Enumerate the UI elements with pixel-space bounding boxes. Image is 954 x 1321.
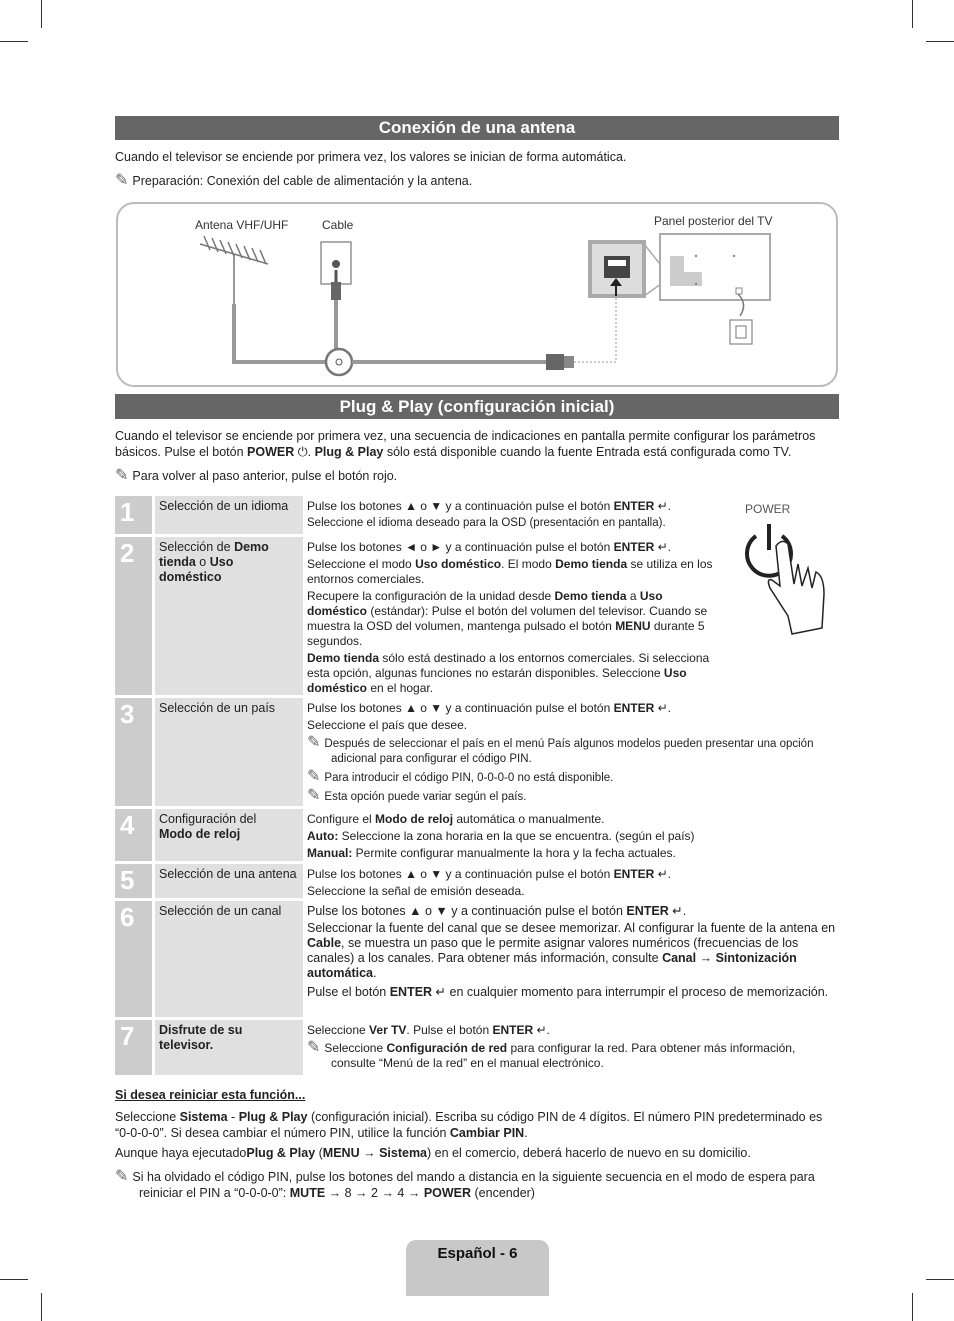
enter-icon: ↵: [533, 1023, 547, 1037]
step-number: 1: [115, 496, 152, 534]
note-icon: ✎: [307, 787, 321, 804]
step-number: 5: [115, 864, 152, 898]
enter-icon: ↵: [654, 540, 668, 554]
note-icon: ✎: [115, 1168, 129, 1185]
enter-icon: ↵: [654, 867, 668, 881]
antenna-intro: Cuando el televisor se enciende por primera vez, los valores se inician de forma automática.: [115, 150, 627, 164]
crop-mark: [41, 0, 42, 28]
crop-mark: [926, 41, 954, 42]
step-title: Selección de un país: [155, 698, 303, 806]
cable-label: Cable: [322, 218, 354, 232]
antenna-label: Antena VHF/UHF: [195, 218, 289, 232]
splitter-icon: [326, 349, 352, 375]
power-outlet-icon: [730, 320, 752, 344]
page-number-tab: Español - 6: [406, 1240, 549, 1296]
plug-play-note: ✎ Para volver al paso anterior, pulse el botón rojo.: [115, 467, 398, 484]
crop-mark: [912, 0, 913, 28]
step-number: 7: [115, 1020, 152, 1075]
step-title: Selección de Demo tienda o Uso doméstico: [155, 537, 303, 695]
step-title: Selección de un idioma: [155, 496, 303, 534]
antenna-note: ✎ Preparación: Conexión del cable de alimentación y la antena.: [115, 172, 473, 189]
antenna-icon: [200, 236, 268, 304]
tv-panel-label: Panel posterior del TV: [654, 214, 773, 228]
crop-mark: [41, 1293, 42, 1321]
antenna-connection-diagram: [116, 202, 838, 387]
note-icon: ✎: [307, 734, 321, 751]
step-description: Pulse los botones ▲ o ▼ y a continuación pulse el botón ENTER ↵. Seleccionar la fuente del canal que se desee memorizar. Al configurar la fuente de la antena en Cable, se muestra un paso que le permite asignar valores numéricos (frecuencias de los canales) a los canales. Para obtener más información, consulte Canal → Sintonización automática. Pulse el botón ENTER ↵ en cualquier momento para interrumpir el proceso de memorización.: [307, 904, 836, 999]
step-number: 6: [115, 901, 152, 1017]
power-button-hand-icon: [742, 516, 832, 636]
step-description: Pulse los botones ▲ o ▼ y a continuación pulse el botón ENTER ↵. Seleccione la señal de emisión deseada.: [307, 867, 672, 898]
reset-paragraph-2: Aunque haya ejecutadoPlug & Play (MENU → Sistema) en el comercio, deberá hacerlo de nuevo en su domicilio.: [115, 1146, 751, 1160]
enter-icon: ↵: [654, 499, 668, 513]
section-title-antenna: Conexión de una antena: [115, 116, 839, 140]
crop-mark: [0, 41, 28, 42]
step-description: Pulse los botones ▲ o ▼ y a continuación pulse el botón ENTER ↵. Seleccione el idioma deseado para la OSD (presentación en pantalla).: [307, 499, 672, 529]
connection-drawing: [118, 204, 840, 389]
step-title: Disfrute de su televisor.: [155, 1020, 303, 1075]
step-number: 4: [115, 809, 152, 861]
note-icon: ✎: [307, 1039, 321, 1056]
step-title: Configuración del Modo de reloj: [155, 809, 303, 861]
step-description: Pulse los botones ◄ o ► y a continuación pulse el botón ENTER ↵. Seleccione el modo Uso doméstico. El modo Demo tienda se utiliza en los entornos comerciales. Recupere la configuración de la unidad desde Demo tienda a Uso doméstico (estándar): Pulse el botón del volumen del televisor. Cuando se muestra la OSD del volumen, mantenga pulsado el botón MENU durante 5 segundos. Demo tienda sólo está destinado a los entornos comerciales. Si selecciona esta opción, algunas funciones no estarán disponibles. Seleccione Uso doméstico en el hogar.: [307, 540, 713, 695]
step-title: Selección de un canal: [155, 901, 303, 1017]
enter-icon: ↵: [654, 701, 668, 715]
rf-connector-icon: [546, 354, 564, 370]
power-button-label: POWER: [745, 502, 791, 516]
crop-mark: [926, 1279, 954, 1280]
crop-mark: [0, 1279, 28, 1280]
step-description: Pulse los botones ▲ o ▼ y a continuación pulse el botón ENTER ↵. Seleccione el país que desee. ✎ Después de seleccionar el país en el menú País algunos modelos pueden presentar una opción adicional para configurar el código PIN. ✎ Para introducir el código PIN, 0-0-0-0 no está disponible. ✎ Esta opción puede variar según el país.: [307, 701, 814, 804]
step-title: Selección de una antena: [155, 864, 303, 898]
plug-play-intro: Cuando el televisor se enciende por primera vez, una secuencia de indicaciones en pantalla permite configurar los parámetros básicos. Pulse el botón POWER ⏻. Plug & Play sólo está disponible cuando la fuente Entrada está configurada como TV.: [115, 429, 816, 459]
power-icon: ⏻: [294, 445, 308, 459]
enter-icon: ↵: [668, 904, 683, 918]
note-icon: ✎: [307, 768, 321, 785]
note-icon: ✎: [115, 172, 129, 189]
section-title-plug-play: Plug & Play (configuración inicial): [115, 394, 839, 419]
step-description: Seleccione Ver TV. Pulse el botón ENTER ↵. ✎ Seleccione Configuración de red para configurar la red. Para obtener más información, consulte “Menú de la red” en el manual electrónico.: [307, 1023, 796, 1070]
step-number: 3: [115, 698, 152, 806]
reset-heading: Si desea reiniciar esta función...: [115, 1088, 306, 1102]
enter-icon: ↵: [432, 985, 447, 999]
crop-mark: [912, 1293, 913, 1321]
step-number: 2: [115, 537, 152, 695]
step-description: Configure el Modo de reloj automática o manualmente. Auto: Seleccione la zona horaria en la que se encuentra. (según el país) Manual: Permite configurar manualmente la hora y la fecha actuales.: [307, 812, 695, 860]
note-icon: ✎: [115, 467, 129, 484]
reset-paragraph-1: Seleccione Sistema - Plug & Play (configuración inicial). Escriba su código PIN de 4 dígitos. El número PIN predeterminado es “0-0-0-0”. Si desea cambiar el número PIN, utilice la función Cambiar PIN.: [115, 1110, 823, 1140]
reset-note: ✎ Si ha olvidado el código PIN, pulse los botones del mando a distancia en la siguiente secuencia en el modo de espera para reiniciar el PIN a “0-0-0-0”: MUTE → 8 → 2 → 4 → POWER (encender): [115, 1168, 815, 1200]
